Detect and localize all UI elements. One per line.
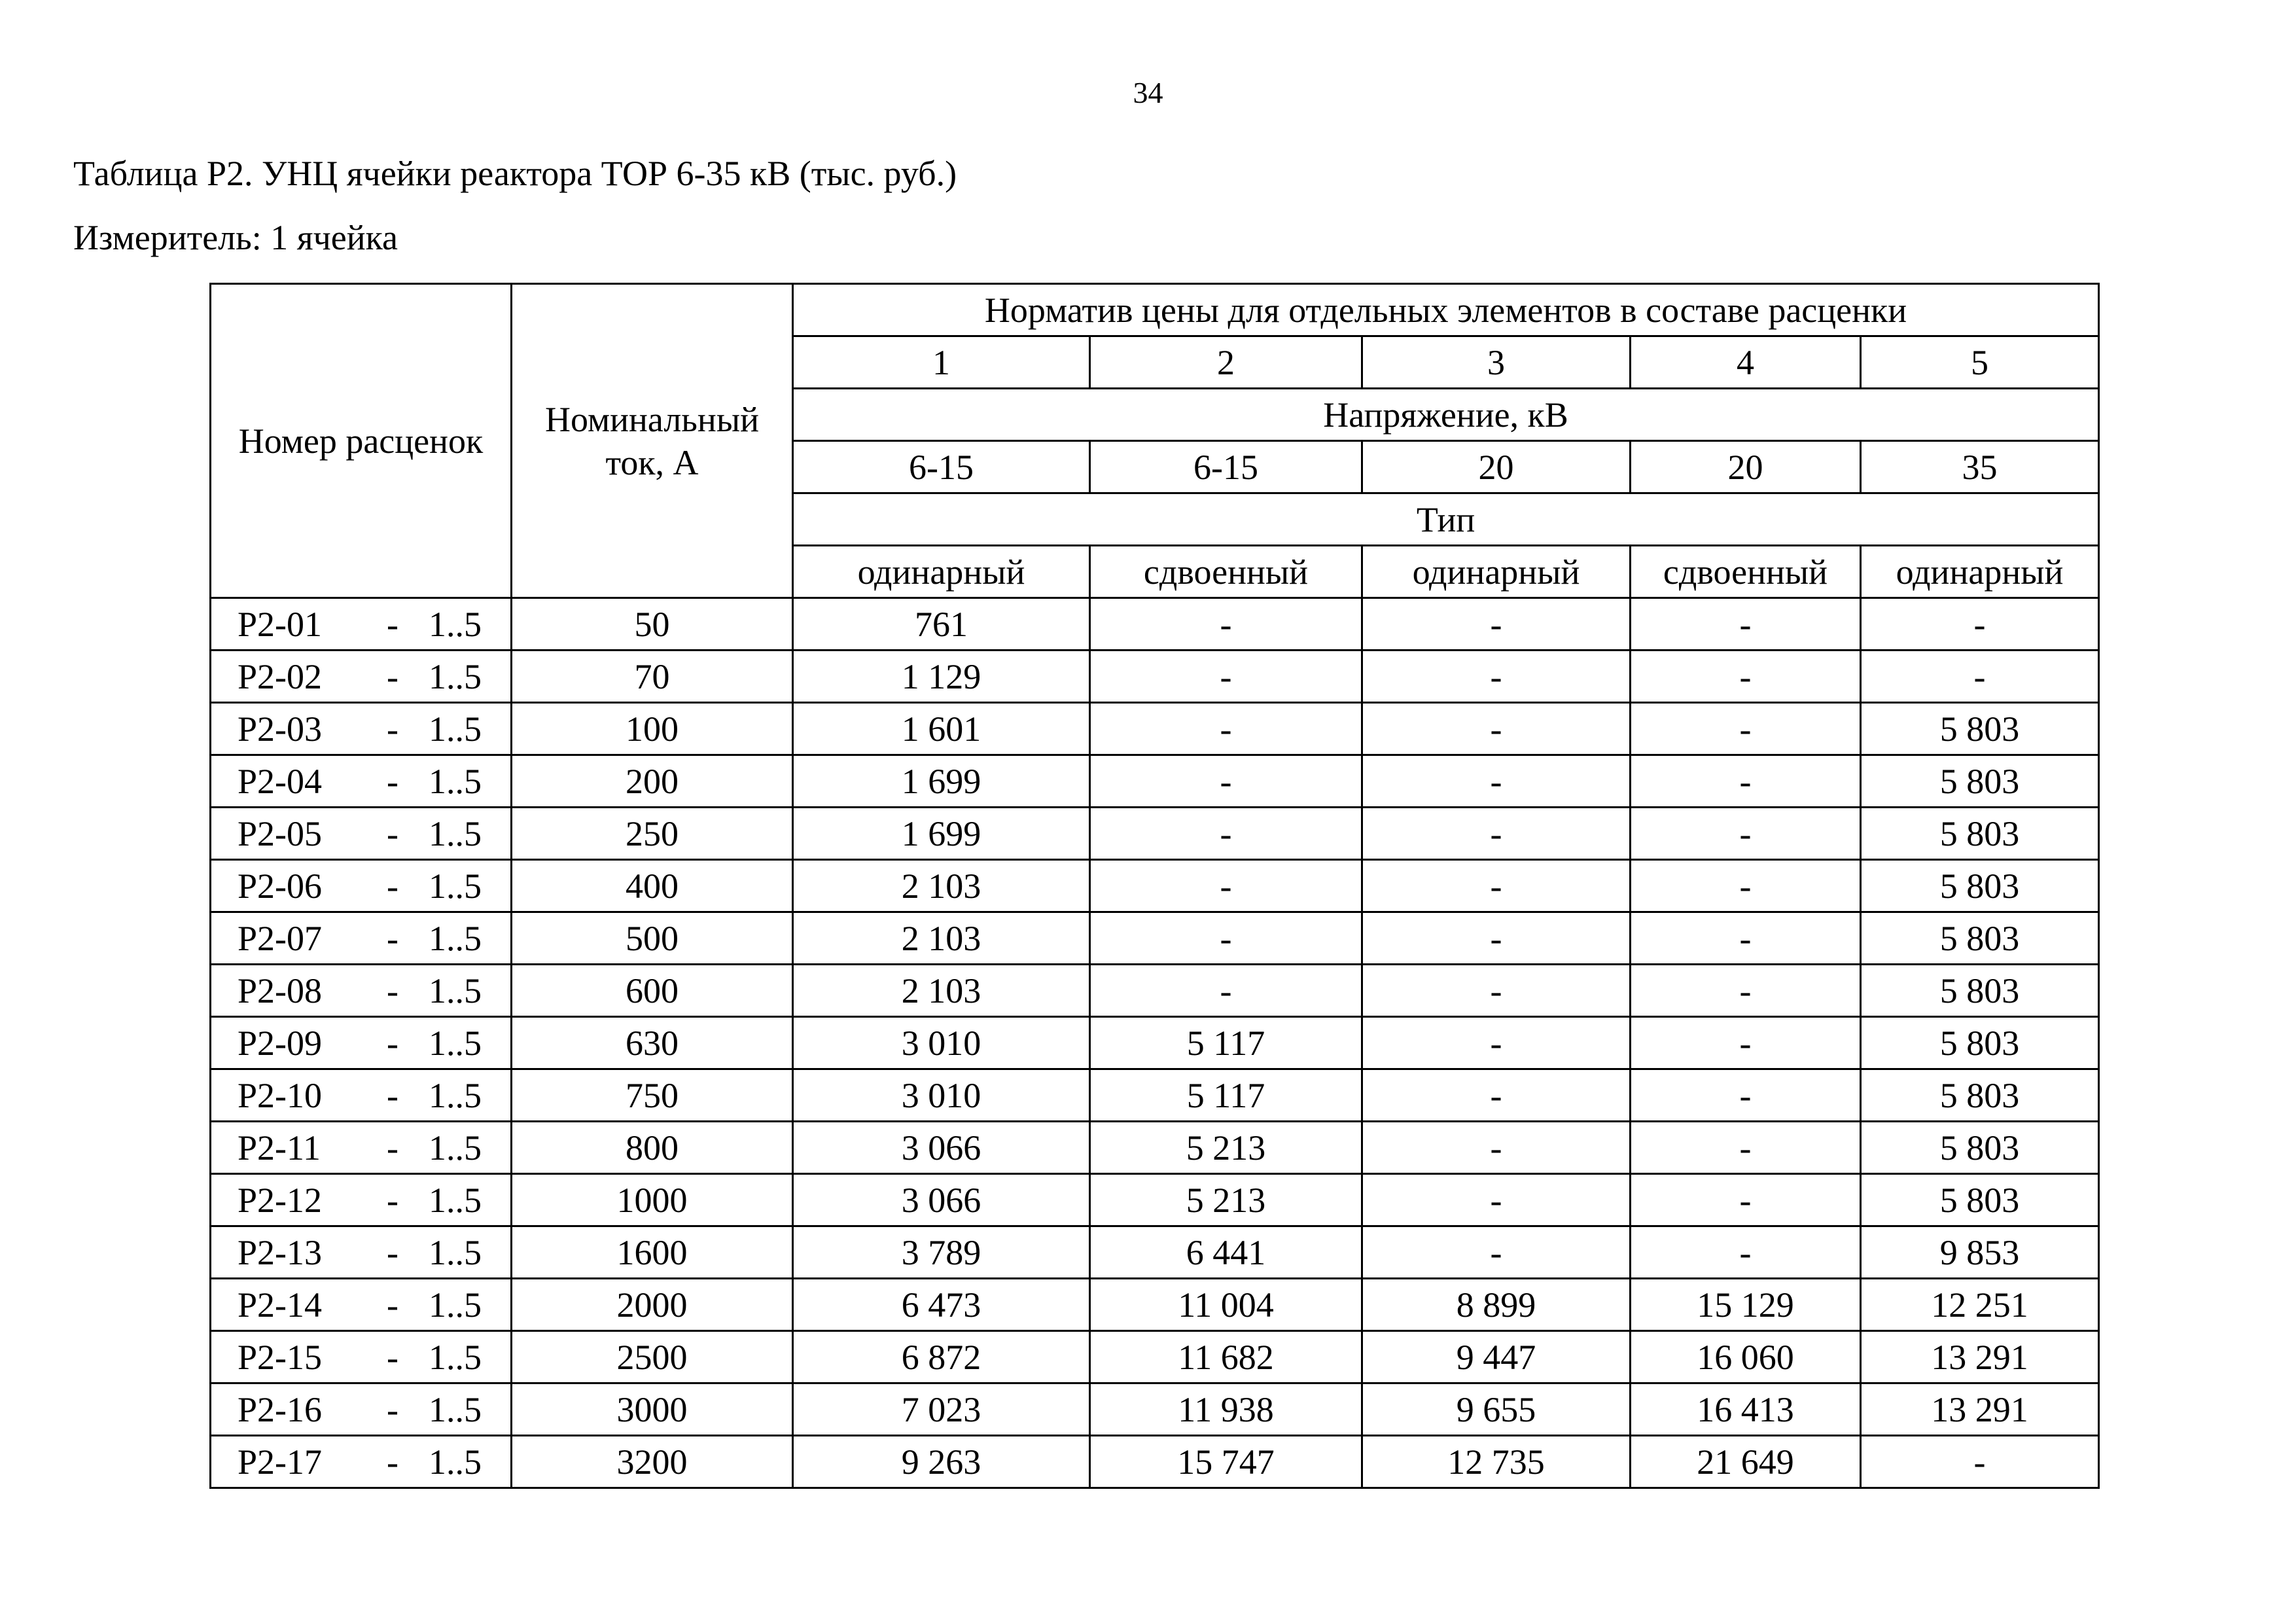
rate-code-group — [211, 711, 510, 747]
price-cell-5: - — [1861, 598, 2099, 651]
rate-code: Р2-04 — [238, 761, 323, 801]
column-number-5: 5 — [1861, 336, 2099, 389]
table-title: Таблица Р2. УНЦ ячейки реактора ТОР 6-35 кВ (тыс. руб.) — [73, 154, 957, 193]
rate-code-dash: - — [387, 1442, 398, 1482]
price-cell-2: - — [1090, 703, 1362, 755]
table-row — [211, 598, 2099, 651]
table-row — [211, 651, 2099, 703]
nominal-current-cell: 200 — [512, 755, 793, 808]
type-5: одинарный — [1861, 546, 2099, 598]
price-cell-2: - — [1090, 965, 1362, 1017]
price-cell-1: 1 699 — [793, 808, 1090, 860]
rate-code-group — [211, 656, 510, 696]
price-cell-5: 5 803 — [1861, 912, 2099, 965]
rate-code: Р2-09 — [238, 1023, 323, 1063]
price-cell-2: - — [1090, 912, 1362, 965]
price-cell-2: - — [1090, 651, 1362, 703]
table-row — [211, 808, 2099, 860]
table-body — [211, 598, 2099, 1488]
table-row — [211, 1331, 2099, 1383]
nominal-current-cell: 1600 — [512, 1226, 793, 1279]
price-cell-5: 5 803 — [1861, 703, 2099, 755]
table-row — [211, 860, 2099, 912]
rate-code-dash: - — [387, 1075, 398, 1115]
rate-code-range: 1..5 — [429, 1180, 482, 1220]
rate-code: Р2-10 — [238, 1075, 323, 1115]
rate-code-group — [211, 973, 510, 1008]
price-cell-2: 5 213 — [1090, 1122, 1362, 1174]
price-cell-3: - — [1362, 1069, 1631, 1122]
rate-code-dash: - — [387, 971, 398, 1010]
rate-code-group — [211, 604, 510, 644]
nominal-current-cell: 750 — [512, 1069, 793, 1122]
measurement-unit: Измеритель: 1 ячейка — [73, 218, 398, 257]
rate-code-range: 1..5 — [429, 1023, 482, 1063]
price-cell-4: - — [1631, 598, 1861, 651]
rate-code-range: 1..5 — [429, 604, 482, 644]
price-cell-2: 5 213 — [1090, 1174, 1362, 1226]
nominal-current-cell: 500 — [512, 912, 793, 965]
rate-code-cell — [211, 860, 512, 912]
rate-code-range: 1..5 — [429, 761, 482, 801]
rate-code-group — [211, 1075, 510, 1115]
table-row — [211, 1174, 2099, 1226]
rate-code-group — [211, 918, 510, 958]
table-header — [211, 284, 2099, 598]
price-cell-5: 9 853 — [1861, 1226, 2099, 1279]
price-cell-3: - — [1362, 912, 1631, 965]
price-cell-4: - — [1631, 965, 1861, 1017]
rate-code-group — [211, 813, 510, 853]
price-cell-1: 6 473 — [793, 1279, 1090, 1331]
price-cell-2: - — [1090, 860, 1362, 912]
column-number-1: 1 — [793, 336, 1090, 389]
price-cell-4: 15 129 — [1631, 1279, 1861, 1331]
rate-code: Р2-05 — [238, 813, 323, 853]
price-cell-3: 9 655 — [1362, 1383, 1631, 1436]
rate-code-dash: - — [387, 1389, 398, 1429]
price-cell-4: 21 649 — [1631, 1436, 1861, 1488]
rate-code-cell — [211, 1436, 512, 1488]
rate-code-cell — [211, 703, 512, 755]
rate-code-cell — [211, 1122, 512, 1174]
rate-code-group — [211, 1287, 510, 1323]
price-cell-1: 3 066 — [793, 1174, 1090, 1226]
price-cell-2: 11 004 — [1090, 1279, 1362, 1331]
rate-code-range: 1..5 — [429, 1442, 482, 1482]
table-row — [211, 1279, 2099, 1331]
rate-code-cell — [211, 598, 512, 651]
table-row — [211, 1122, 2099, 1174]
price-cell-5: 13 291 — [1861, 1383, 2099, 1436]
nominal-current-cell: 3200 — [512, 1436, 793, 1488]
rate-code-dash: - — [387, 761, 398, 801]
price-group-header: Норматив цены для отдельных элементов в составе расценки — [793, 284, 2099, 336]
price-cell-5: 12 251 — [1861, 1279, 2099, 1331]
rate-code-group — [211, 1389, 510, 1429]
column-number-3: 3 — [1362, 336, 1631, 389]
price-cell-1: 1 699 — [793, 755, 1090, 808]
rate-code-cell — [211, 651, 512, 703]
nominal-current-cell: 1000 — [512, 1174, 793, 1226]
price-cell-1: 3 010 — [793, 1017, 1090, 1069]
price-cell-2: 5 117 — [1090, 1069, 1362, 1122]
rate-code-cell — [211, 1069, 512, 1122]
rate-code-group — [211, 1023, 510, 1063]
table-row — [211, 1226, 2099, 1279]
rate-code-dash: - — [387, 1023, 398, 1063]
rate-code-group — [211, 1130, 510, 1166]
price-cell-4: - — [1631, 703, 1861, 755]
rate-code-group — [211, 1444, 510, 1480]
type-1: одинарный — [793, 546, 1090, 598]
price-cell-4: - — [1631, 755, 1861, 808]
price-cell-4: - — [1631, 912, 1861, 965]
nominal-current-cell: 3000 — [512, 1383, 793, 1436]
price-cell-4: 16 060 — [1631, 1331, 1861, 1383]
price-cell-1: 3 010 — [793, 1069, 1090, 1122]
price-cell-3: - — [1362, 598, 1631, 651]
rate-code-dash: - — [387, 918, 398, 958]
price-cell-4: - — [1631, 860, 1861, 912]
price-cell-5: 5 803 — [1861, 755, 2099, 808]
column-number-4: 4 — [1631, 336, 1861, 389]
table-row — [211, 1383, 2099, 1436]
nominal-current-cell: 2500 — [512, 1331, 793, 1383]
price-cell-1: 6 872 — [793, 1331, 1090, 1383]
rate-code-range: 1..5 — [429, 866, 482, 906]
rate-code-dash: - — [387, 1128, 398, 1168]
price-cell-4: 16 413 — [1631, 1383, 1861, 1436]
rate-code-range: 1..5 — [429, 709, 482, 749]
rate-code-dash: - — [387, 1337, 398, 1377]
table-row — [211, 755, 2099, 808]
voltage-3: 20 — [1362, 441, 1631, 493]
price-cell-1: 761 — [793, 598, 1090, 651]
table-row — [211, 1017, 2099, 1069]
price-cell-4: - — [1631, 808, 1861, 860]
rate-code-range: 1..5 — [429, 813, 482, 853]
rate-code: Р2-02 — [238, 656, 323, 696]
header-row-group — [211, 284, 2099, 336]
price-cell-5: 5 803 — [1861, 1069, 2099, 1122]
price-cell-3: 9 447 — [1362, 1331, 1631, 1383]
nominal-current-cell: 50 — [512, 598, 793, 651]
rate-code-group — [211, 868, 510, 904]
price-cell-5: 13 291 — [1861, 1331, 2099, 1383]
table-row — [211, 1436, 2099, 1488]
current-column-header — [512, 284, 793, 598]
rate-code-dash: - — [387, 813, 398, 853]
price-cell-4: - — [1631, 1174, 1861, 1226]
rate-code-range: 1..5 — [429, 918, 482, 958]
rate-code-cell — [211, 1017, 512, 1069]
price-cell-3: 8 899 — [1362, 1279, 1631, 1331]
rate-code-group — [211, 1337, 510, 1377]
rate-code: Р2-11 — [238, 1128, 321, 1168]
nominal-current-cell: 70 — [512, 651, 793, 703]
rate-code-cell — [211, 912, 512, 965]
price-cell-2: 11 682 — [1090, 1331, 1362, 1383]
nominal-current-cell: 800 — [512, 1122, 793, 1174]
rate-code-dash: - — [387, 866, 398, 906]
nominal-current-cell: 100 — [512, 703, 793, 755]
price-cell-2: - — [1090, 598, 1362, 651]
voltage-5: 35 — [1861, 441, 2099, 493]
table-row — [211, 1069, 2099, 1122]
table-row — [211, 912, 2099, 965]
rate-code-dash: - — [387, 1285, 398, 1325]
price-cell-5: 5 803 — [1861, 1174, 2099, 1226]
price-cell-3: - — [1362, 860, 1631, 912]
type-3: одинарный — [1362, 546, 1631, 598]
rate-code-range: 1..5 — [429, 1232, 482, 1272]
rate-code-range: 1..5 — [429, 971, 482, 1010]
rate-code: Р2-16 — [238, 1389, 323, 1429]
rate-code-range: 1..5 — [429, 1075, 482, 1115]
price-cell-3: - — [1362, 1122, 1631, 1174]
type-header: Тип — [793, 493, 2099, 546]
rate-code-cell — [211, 1226, 512, 1279]
rate-code: Р2-03 — [238, 709, 323, 749]
price-cell-2: - — [1090, 755, 1362, 808]
rate-code: Р2-01 — [238, 604, 323, 644]
voltage-header: Напряжение, кВ — [793, 389, 2099, 441]
rate-code: Р2-08 — [238, 971, 323, 1010]
voltage-1: 6-15 — [793, 441, 1090, 493]
table-row — [211, 703, 2099, 755]
price-cell-3: - — [1362, 1226, 1631, 1279]
rate-code: Р2-06 — [238, 866, 323, 906]
rate-code-cell — [211, 1174, 512, 1226]
rate-code-range: 1..5 — [429, 1389, 482, 1429]
rate-code-range: 1..5 — [429, 1128, 482, 1168]
price-cell-4: - — [1631, 651, 1861, 703]
price-cell-5: 5 803 — [1861, 1122, 2099, 1174]
rate-code-group — [211, 1232, 510, 1272]
price-cell-5: 5 803 — [1861, 965, 2099, 1017]
price-cell-1: 3 789 — [793, 1226, 1090, 1279]
price-cell-4: - — [1631, 1069, 1861, 1122]
rate-code-group — [211, 761, 510, 801]
type-2: сдвоенный — [1090, 546, 1362, 598]
price-cell-4: - — [1631, 1226, 1861, 1279]
price-cell-5: - — [1861, 1436, 2099, 1488]
table-row — [211, 965, 2099, 1017]
code-column-header: Номер расценок — [211, 284, 512, 598]
nominal-current-cell: 2000 — [512, 1279, 793, 1331]
rate-code: Р2-12 — [238, 1180, 323, 1220]
price-cell-3: 12 735 — [1362, 1436, 1631, 1488]
price-cell-3: - — [1362, 808, 1631, 860]
price-cell-2: 15 747 — [1090, 1436, 1362, 1488]
rate-code-cell — [211, 965, 512, 1017]
nominal-current-cell: 250 — [512, 808, 793, 860]
rate-code: Р2-17 — [238, 1442, 323, 1482]
price-cell-1: 3 066 — [793, 1122, 1090, 1174]
type-4: сдвоенный — [1631, 546, 1861, 598]
rate-code-cell — [211, 808, 512, 860]
voltage-4: 20 — [1631, 441, 1861, 493]
rate-code-cell — [211, 1331, 512, 1383]
price-cell-3: - — [1362, 703, 1631, 755]
rate-code-dash: - — [387, 1180, 398, 1220]
price-cell-3: - — [1362, 651, 1631, 703]
price-cell-3: - — [1362, 965, 1631, 1017]
price-cell-5: 5 803 — [1861, 1017, 2099, 1069]
rate-code: Р2-15 — [238, 1337, 323, 1377]
rates-table — [209, 283, 2100, 1489]
rate-code-range: 1..5 — [429, 1285, 482, 1325]
rate-code-dash: - — [387, 656, 398, 696]
price-cell-5: - — [1861, 651, 2099, 703]
price-cell-2: - — [1090, 808, 1362, 860]
rate-code: Р2-07 — [238, 918, 323, 958]
price-cell-1: 1 129 — [793, 651, 1090, 703]
rate-code-dash: - — [387, 1232, 398, 1272]
rate-code-dash: - — [387, 709, 398, 749]
price-cell-4: - — [1631, 1122, 1861, 1174]
price-cell-1: 2 103 — [793, 860, 1090, 912]
nominal-current-cell: 400 — [512, 860, 793, 912]
current-column-header-text: Номинальный ток, А — [544, 399, 760, 482]
rate-code-cell — [211, 1279, 512, 1331]
rate-code-cell — [211, 755, 512, 808]
price-cell-1: 9 263 — [793, 1436, 1090, 1488]
nominal-current-cell: 600 — [512, 965, 793, 1017]
price-cell-2: 11 938 — [1090, 1383, 1362, 1436]
nominal-current-cell: 630 — [512, 1017, 793, 1069]
rate-code-dash: - — [387, 604, 398, 644]
price-cell-2: 5 117 — [1090, 1017, 1362, 1069]
price-cell-3: - — [1362, 1017, 1631, 1069]
price-cell-5: 5 803 — [1861, 808, 2099, 860]
price-cell-3: - — [1362, 1174, 1631, 1226]
price-cell-2: 6 441 — [1090, 1226, 1362, 1279]
price-cell-1: 7 023 — [793, 1383, 1090, 1436]
price-cell-3: - — [1362, 755, 1631, 808]
price-cell-1: 1 601 — [793, 703, 1090, 755]
price-cell-1: 2 103 — [793, 912, 1090, 965]
rate-code-group — [211, 1180, 510, 1220]
rate-code-range: 1..5 — [429, 1337, 482, 1377]
rate-code-cell — [211, 1383, 512, 1436]
rate-code: Р2-13 — [238, 1232, 323, 1272]
rate-code: Р2-14 — [238, 1285, 323, 1325]
price-cell-1: 2 103 — [793, 965, 1090, 1017]
rate-code-range: 1..5 — [429, 656, 482, 696]
price-cell-4: - — [1631, 1017, 1861, 1069]
price-cell-5: 5 803 — [1861, 860, 2099, 912]
page-number: 34 — [1133, 76, 1163, 109]
voltage-2: 6-15 — [1090, 441, 1362, 493]
column-number-2: 2 — [1090, 336, 1362, 389]
